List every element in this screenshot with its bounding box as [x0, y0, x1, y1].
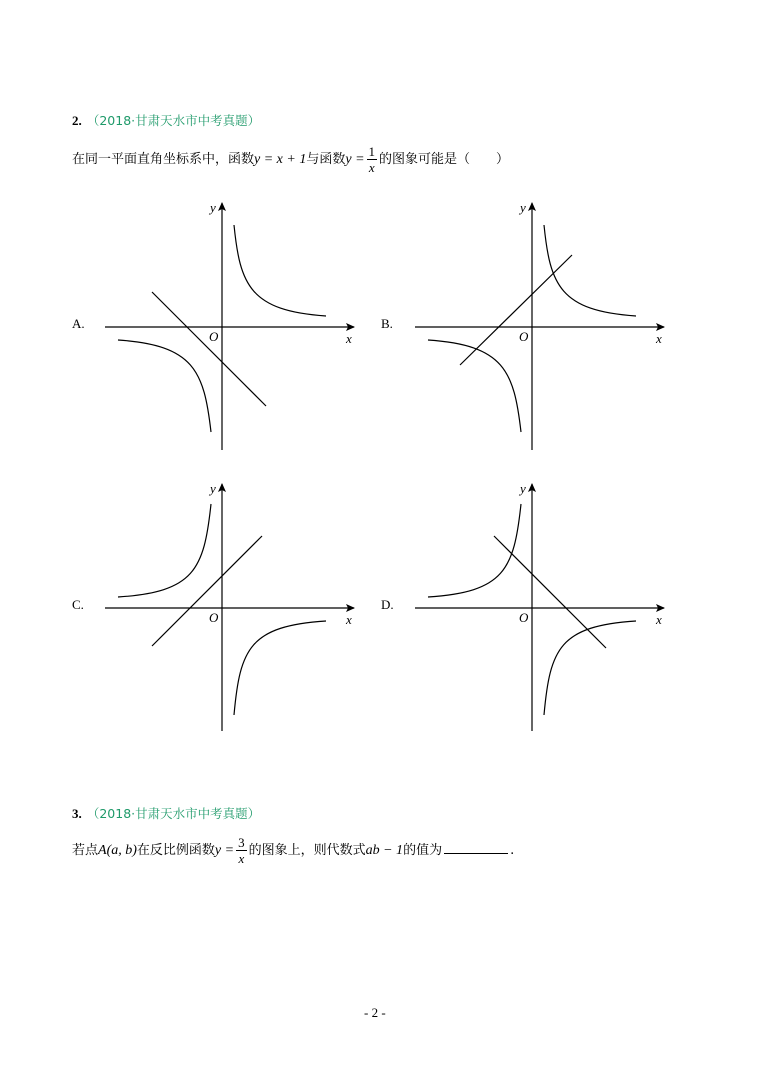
origin-label: O — [209, 329, 219, 344]
q2-func2-fraction — [367, 144, 378, 175]
x-axis-label: x — [346, 612, 352, 627]
origin-label: O — [209, 610, 219, 625]
q3-number: 3. — [72, 806, 82, 821]
q3-text1: 若点 — [72, 843, 99, 858]
q3-header — [72, 803, 260, 822]
q3-point: A(a, b) — [98, 843, 137, 858]
origin-label: O — [519, 610, 529, 625]
option-a-label[interactable]: A. — [72, 316, 85, 331]
option-c-label[interactable]: C. — [72, 597, 84, 612]
linear-function-line — [460, 255, 572, 365]
q3-end: . — [510, 843, 515, 858]
q2-text-before: 在同一平面直角坐标系中，函数 — [72, 152, 255, 167]
q3-answer-blank[interactable] — [444, 841, 508, 854]
hyperbola-branch-q1 — [234, 225, 326, 316]
q3-text — [72, 835, 514, 866]
hyperbola-branch-q4 — [234, 621, 326, 715]
q3-func-num: 3 — [238, 835, 245, 850]
y-axis-label: y — [210, 481, 216, 496]
graph-d[interactable] — [410, 476, 672, 736]
page-number: - 2 - — [364, 1005, 386, 1020]
hyperbola-branch-q3 — [428, 340, 521, 432]
q3-expr: ab − 1 — [365, 843, 404, 858]
q3-text2: 在反比例函数 — [136, 843, 215, 858]
linear-function-line — [494, 536, 606, 648]
q3-func-den: x — [238, 851, 245, 866]
x-axis-label: x — [656, 331, 662, 346]
q3-source: （2018·甘肃天水市中考真题） — [86, 806, 261, 821]
option-d-label[interactable]: D. — [381, 597, 394, 612]
q3-func-fraction — [236, 835, 247, 866]
y-axis-label: y — [210, 200, 216, 215]
hyperbola-branch-q2 — [428, 504, 521, 597]
y-axis-label: y — [520, 200, 526, 215]
graph-b[interactable] — [410, 195, 672, 455]
graph-c[interactable] — [100, 476, 362, 736]
q2-text-mid: 与函数 — [306, 152, 346, 167]
y-axis-label: y — [520, 481, 526, 496]
x-axis-label: x — [656, 612, 662, 627]
x-axis-label: x — [346, 331, 352, 346]
hyperbola-branch-q4 — [544, 621, 636, 715]
linear-function-line — [152, 292, 266, 406]
option-b-label[interactable]: B. — [381, 316, 393, 331]
q2-func2-num: 1 — [368, 144, 376, 159]
q2-header — [72, 110, 260, 129]
linear-function-line — [152, 536, 262, 646]
q3-text4: 的值为 — [403, 843, 443, 858]
q2-func1: y = x + 1 — [254, 152, 307, 167]
hyperbola-branch-q1 — [544, 225, 636, 316]
q2-func2-den: x — [368, 160, 375, 175]
q3-text3: 的图象上，则代数式 — [248, 843, 366, 858]
q2-text — [72, 144, 509, 175]
graph-a[interactable] — [100, 195, 362, 455]
origin-label: O — [519, 329, 529, 344]
q2-text-after: 的图象可能是（ ） — [379, 152, 510, 167]
q2-source: （2018·甘肃天水市中考真题） — [86, 113, 261, 128]
hyperbola-branch-q3 — [118, 340, 211, 432]
hyperbola-branch-q2 — [118, 504, 211, 597]
q2-number: 2. — [72, 113, 82, 128]
q3-func-lhs: y = — [214, 843, 235, 858]
q2-func2-lhs: y = — [345, 152, 365, 167]
